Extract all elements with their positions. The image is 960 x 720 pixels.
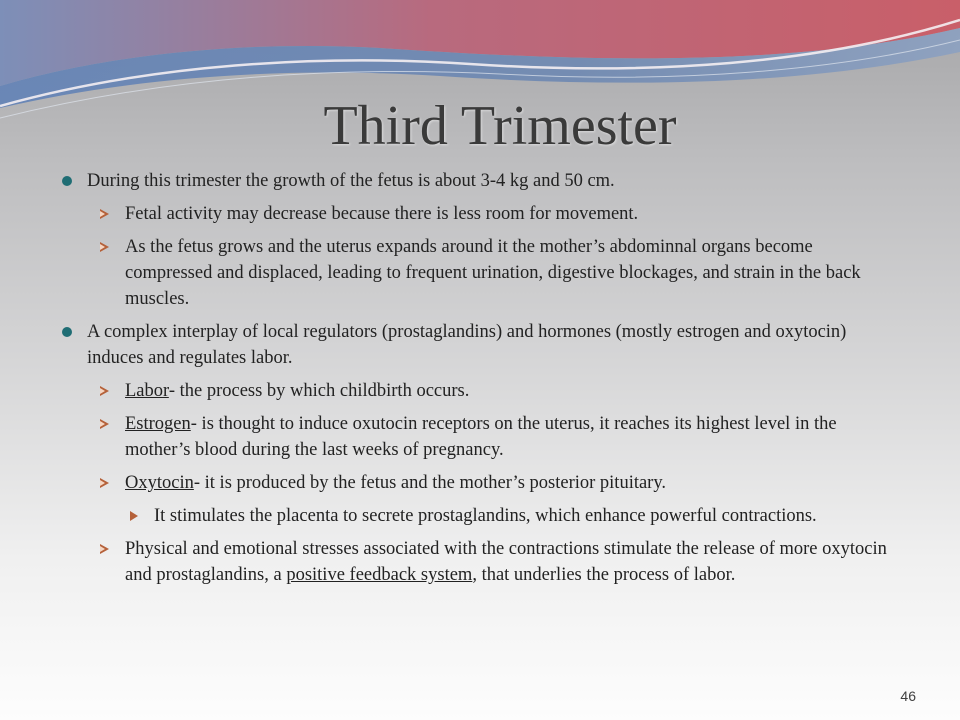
bullet-text: - it is produced by the fetus and the mother’s posterior pituitary. (193, 473, 667, 493)
round-bullet-icon (62, 176, 72, 186)
bullet-level2 (100, 470, 898, 496)
bullet-text: As the fetus grows and the uterus expands around it the mother’s abdominnal organs become compressed and displaced, leading to frequent urination, digestive blockages, and strain in the back muscles. (125, 237, 861, 309)
bullet-level2 (100, 411, 898, 463)
bullet-term: Estrogen (125, 414, 191, 434)
page-number: 46 (900, 688, 916, 704)
arrow-bullet-icon (100, 419, 109, 429)
bullet-text: Fetal activity may decrease because there is less room for movement. (125, 204, 639, 224)
bullet-text: - the process by which childbirth occurs. (168, 381, 470, 401)
bullet-level1 (62, 168, 898, 194)
bullet-level2 (100, 536, 898, 588)
bullet-term: Labor (125, 381, 169, 401)
arrow-bullet-icon (100, 209, 109, 219)
bullet-level3 (130, 503, 898, 529)
bullet-text: It stimulates the placenta to secrete prostaglandins, which enhance powerful contractions. (154, 506, 817, 526)
bullet-text: A complex interplay of local regulators (prostaglandins) and hormones (mostly estrogen and oxytocin) induces and regulates labor. (87, 322, 847, 368)
arrow-bullet-icon (130, 511, 138, 521)
bullet-term: Oxytocin (125, 473, 194, 493)
bullet-text: Physical and emotional stresses associated with the contractions stimulate the release of more oxytocin and prostaglandins, a (125, 539, 887, 585)
bullet-text: , that underlies the process of labor. (472, 565, 736, 585)
bullet-text: - is thought to induce oxutocin receptors on the uterus, it reaches its highest level in the mother’s blood during the last weeks of pregnancy. (125, 414, 837, 460)
bullet-level2 (100, 234, 898, 312)
bullet-underlined-term: positive feedback system (286, 565, 473, 585)
round-bullet-icon (62, 327, 72, 337)
arrow-bullet-icon (100, 544, 109, 554)
bullet-level1 (62, 319, 898, 371)
bullet-text: During this trimester the growth of the fetus is about 3-4 kg and 50 cm. (87, 171, 615, 191)
slide-content (62, 168, 898, 595)
arrow-bullet-icon (100, 386, 109, 396)
bullet-level2 (100, 378, 898, 404)
arrow-bullet-icon (100, 478, 109, 488)
slide-title: Third Trimester (323, 95, 677, 157)
bullet-level2 (100, 201, 898, 227)
arrow-bullet-icon (100, 242, 109, 252)
